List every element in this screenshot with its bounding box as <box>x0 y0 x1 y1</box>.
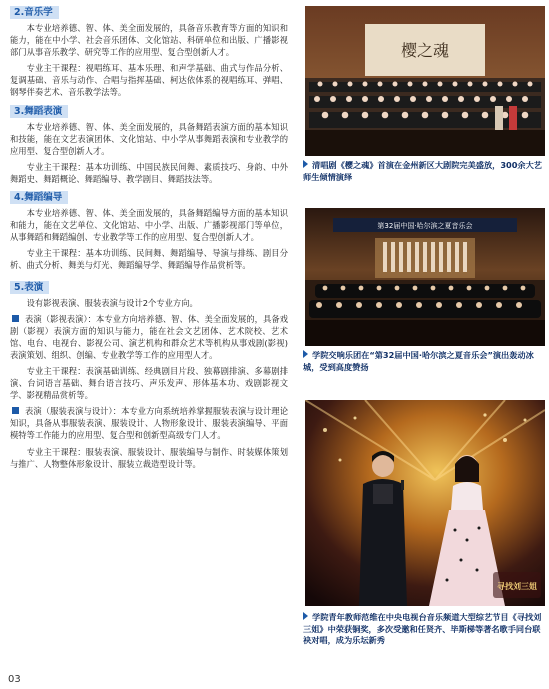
dance-performance-description: 本专业培养德、智、体、美全面发展的，具备舞蹈表演方面的基本知识和技能，能在文艺表演团体、文化馆站、中小学从事舞蹈表演和专业教学的应用型、复合型创新人才。 <box>10 121 288 156</box>
triangle-bullet-icon <box>303 160 308 168</box>
music-courses: 专业主干课程：视唱练耳、基本乐理、和声学基础、曲式与作品分析、复调基础、音乐与动作、合唱与指挥基础、柯达依体系的视唱练耳、弹唱、钢琴伴奏艺术、音乐教学法等。 <box>10 63 288 98</box>
photo-tv-duet <box>305 400 545 606</box>
concert-banner-text: 第32届中国·哈尔滨之夏音乐会 <box>377 222 473 230</box>
bullet-square-icon <box>12 407 19 414</box>
music-description: 本专业培养德、智、体、美全面发展的，具备音乐教育等方面的知识和能力，能在中小学、社会音乐团体、文化馆站、科研单位和出版、广播影视部门从事音乐教学、研究等工作的应用型、复合型创新人才。 <box>10 23 288 58</box>
show-logo-text: 寻找刘三姐 <box>497 581 537 591</box>
choreography-courses: 专业主干课程：基本功训练、民间舞、舞蹈编导、导演与排练、剧目分析、曲式分析、舞美与灯光、舞蹈编导学、舞蹈编导作品赏析等。 <box>10 248 288 271</box>
film-acting-description: 表演（影视表演）：本专业方向培养德、智、体、美全面发展的，具备戏剧（影视）表演方面的知识与能力，能在社会文艺团体、艺术院校、艺术馆、电台、电视台、影视公司、演艺机构和群众艺术等机构从事戏剧(影视)表演策划、组织、创编、专业教学等工作的应用型人才。 <box>10 313 288 360</box>
dance-performance-courses: 专业主干课程：基本功训练、中国民族民间舞、素质技巧、身韵、中外舞蹈史、舞蹈概论、舞蹈编导、教学剧目、舞蹈技法等。 <box>10 161 288 184</box>
bullet-square-icon <box>12 315 19 322</box>
photo-orchestra-concert <box>305 208 545 346</box>
photo-choir-concert <box>305 6 545 156</box>
article-column <box>10 4 288 474</box>
section-heading-choreography: 4.舞蹈编导 <box>10 191 68 204</box>
caption-tv-duet: 学院青年教师范维在中央电视台音乐频道大型综艺节目《寻找刘三姐》中荣获铜奖，多次受邀和任贤齐、毕斯梯等著名歌手同台联袂对唱，成为乐坛新秀 <box>303 612 542 645</box>
film-acting-courses: 专业主干课程：表演基础训练、经典剧目片段、独幕剧排演、多幕剧排演、台词语言基础、舞台语言技巧、声乐发声、形体基本功、戏剧影视文学、影视精品赏析等。 <box>10 365 288 401</box>
page-number: 03 <box>8 674 21 685</box>
backdrop-calligraphy-text: 樱之魂 <box>400 41 450 60</box>
caption-choir-concert: 清唱剧《樱之魂》首演在金州新区大剧院完美盛放，300余大艺师生倾情演绎 <box>303 160 542 182</box>
performance-intro: 设有影视表演、服装表演与设计2个专业方向。 <box>26 297 198 308</box>
fashion-show-courses: 专业主干课程：服装表演、服装设计、服装编导与制作、时装媒体策划与推广、人物整体形象设计、服装立裁造型设计等。 <box>10 446 288 469</box>
choreography-description: 本专业培养德、智、体、美全面发展的，具备舞蹈编导方面的基本知识和能力，能在文艺单位、文化馆站、中小学、出版、广播影视部门等单位，从事舞蹈和舞蹈编创、专业教学等工作的应用型、复合型创新人才。 <box>10 208 288 243</box>
caption-orchestra-concert: 学院交响乐团在“第32届中国·哈尔滨之夏音乐会”演出轰动冰城，受到高度赞扬 <box>303 350 534 372</box>
triangle-bullet-icon <box>303 612 308 620</box>
section-heading-performance: 5.表演 <box>10 281 49 294</box>
section-heading-music: 2.音乐学 <box>10 6 59 19</box>
fashion-show-description: 表演（服装表演与设计）：本专业方向系统培养掌握服装表演与设计理论知识，具备从事服装表演、服装设计、人物形象设计、服装表演编导、平面模特等工作能力的应用型、复合型和创新型高级专门人才。 <box>10 406 288 441</box>
triangle-bullet-icon <box>303 350 308 358</box>
section-heading-dance-performance: 3.舞蹈表演 <box>10 105 68 118</box>
